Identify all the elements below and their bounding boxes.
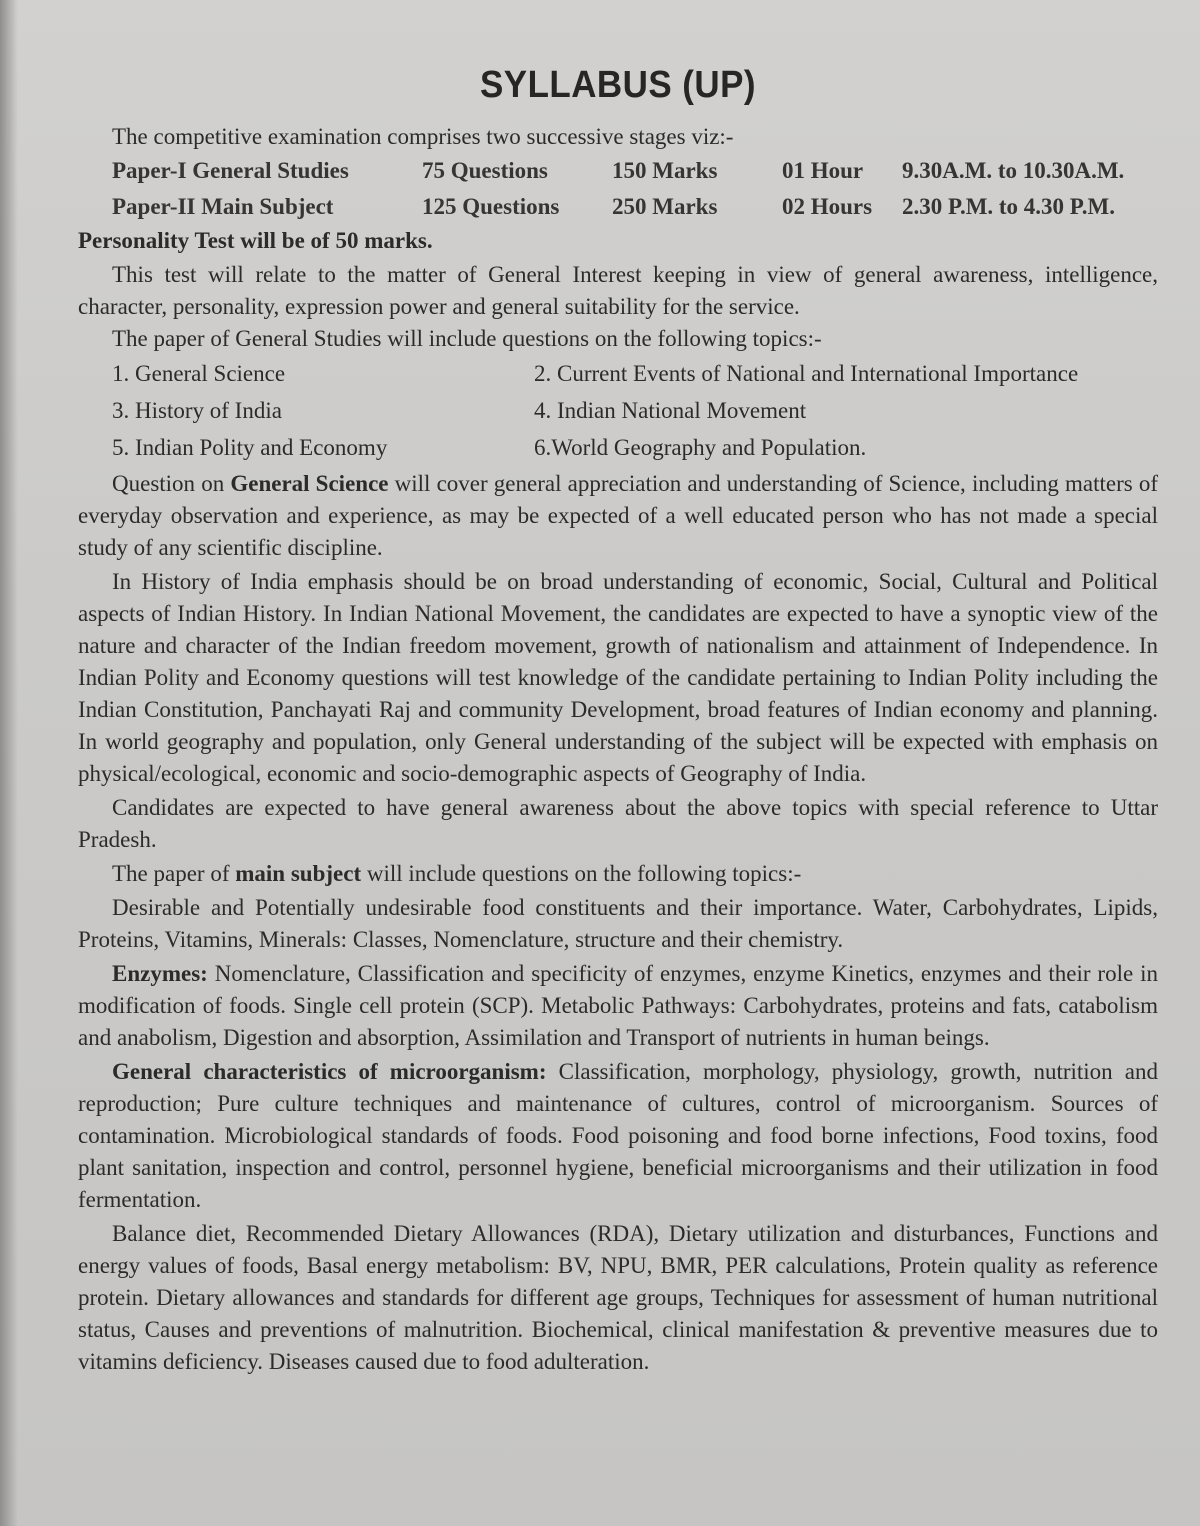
general-studies-intro: The paper of General Studies will include questions on the following topics:-	[112, 326, 822, 351]
paper-time: 9.30A.M. to 10.30A.M.	[902, 158, 1125, 183]
microorganism-paragraph	[78, 1056, 1158, 1216]
paper-marks: 250 Marks	[612, 194, 718, 219]
paper-name: Paper-I General Studies	[112, 158, 349, 183]
enzymes-heading: Enzymes:	[112, 961, 208, 986]
list-item: 2. Current Events of National and International Importance	[534, 361, 1079, 386]
main-intro-text: will include questions on the following topics:-	[361, 861, 802, 886]
list-item: 1. General Science	[112, 361, 286, 386]
balance-diet-paragraph: Balance diet, Recommended Dietary Allowances (RDA), Dietary utilization and disturbances, Functions and energy values of foods, Basal energy metabolism: BV, NPU, BMR, PER calculations, Protein quality as reference protein. Dietary allowances and standards for different age groups, Techniques for assessment of human nutritional status, Causes and preventions of malnutrition. Biochemical, clinical manifestation & preventive measures due to vitamins deficiency. Diseases caused due to food adulteration.	[78, 1221, 1158, 1374]
list-item: 4. Indian National Movement	[534, 398, 807, 423]
main-intro-term: main subject	[235, 861, 362, 886]
general-science-text: will cover general appreciation and understanding of Science, including matters of everyday observation and experience, as may be expected of a well educated person who has not made a special study of any scientific discipline.	[78, 471, 1158, 560]
intro-text: The competitive examination comprises two successive stages viz:-	[112, 124, 734, 149]
list-item: 5. Indian Polity and Economy	[112, 435, 388, 460]
main-intro-pre: The paper of	[112, 861, 236, 886]
microorganism-text: Classification, morphology, physiology, growth, nutrition and reproduction; Pure culture techniques and maintenance of cultures, control of microorganism. Sources of contamination. Microbiological standards of foods. Food poisoning and food borne infections, Food toxins, food plant sanitation, inspection and control, personnel hygiene, beneficial microorganisms and their utilization in food fermentation.	[78, 1059, 1159, 1212]
list-item: 6.World Geography and Population.	[534, 435, 867, 460]
list-item: 3. History of India	[112, 398, 282, 423]
papers-table	[78, 153, 1158, 225]
enzymes-paragraph	[78, 958, 1158, 1054]
paper-time: 2.30 P.M. to 4.30 P.M.	[902, 194, 1115, 219]
paper-questions: 125 Questions	[422, 194, 560, 219]
personality-test-note: Personality Test will be of 50 marks.	[78, 228, 433, 253]
paper-duration: 01 Hour	[782, 158, 864, 183]
general-science-pre: Question on	[112, 471, 231, 496]
main-subject-intro	[78, 858, 1158, 890]
general-science-paragraph	[78, 468, 1158, 564]
paper-questions: 75 Questions	[422, 158, 548, 183]
paper-name: Paper-II Main Subject	[112, 194, 334, 219]
history-paragraph: In History of India emphasis should be on broad understanding of economic, Social, Cultural and Political aspects of Indian History. In Indian National Movement, the candidates are expected to have a synoptic view of the nature and character of the Indian freedom movement, growth of nationalism and attainment of Independence. In Indian Polity and Economy questions will test knowledge of the candidate pertaining to Indian Polity including the Indian Constitution, Panchayati Raj and community Development, broad features of Indian economy and planning. In world geography and population, only General understanding of the subject will be expected with emphasis on physical/ecological, economic and socio-demographic aspects of Geography of India.	[78, 569, 1158, 786]
test-relate-paragraph: This test will relate to the matter of General Interest keeping in view of general awareness, intelligence, character, personality, expression power and general suitability for the service.	[78, 262, 1158, 319]
table-row	[78, 189, 1158, 225]
table-row	[78, 153, 1158, 189]
food-constituents-paragraph: Desirable and Potentially undesirable food constituents and their importance. Water, Carbohydrates, Lipids, Proteins, Vitamins, Minerals: Classes, Nomenclature, structure and their chemistry.	[78, 895, 1158, 952]
enzymes-text: Nomenclature, Classification and specificity of enzymes, enzyme Kinetics, enzymes and their role in modification of foods. Single cell protein (SCP). Metabolic Pathways: Carbohydrates, proteins and fats, catabolism and anabolism, Digestion and absorption, Assimilation and Transport of nutrients in human beings.	[78, 961, 1158, 1050]
topics-list	[78, 355, 1158, 466]
paper-duration: 02 Hours	[782, 194, 873, 219]
page-title: SYLLABUS (UP)	[480, 64, 756, 106]
microorganism-heading: General characteristics of microorganism:	[112, 1059, 547, 1084]
general-science-term: General Science	[230, 471, 389, 496]
paper-marks: 150 Marks	[612, 158, 718, 183]
awareness-paragraph: Candidates are expected to have general awareness about the above topics with special reference to Uttar Pradesh.	[78, 795, 1158, 852]
